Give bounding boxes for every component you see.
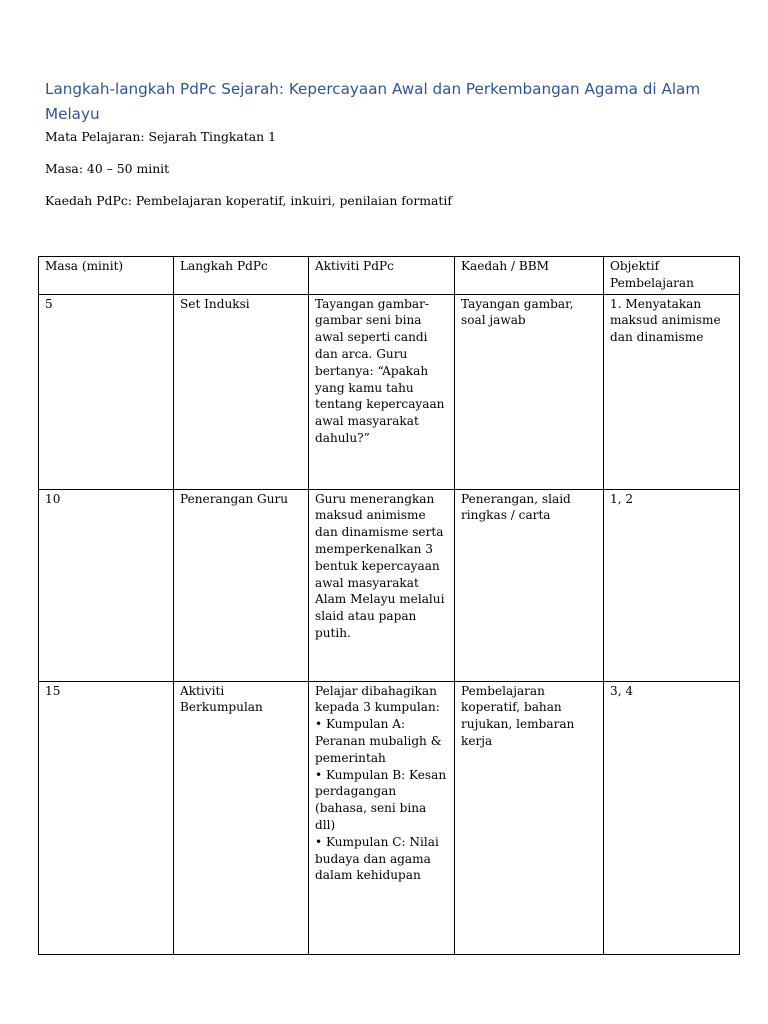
header-time: Masa (minit) — [39, 257, 174, 295]
cell-step: Penerangan Guru — [174, 489, 309, 681]
cell-step: Set Induksi — [174, 294, 309, 489]
cell-objective: 1, 2 — [604, 489, 740, 681]
cell-step: Aktiviti Berkumpulan — [174, 681, 309, 954]
cell-method: Penerangan, slaid ringkas / carta — [455, 489, 604, 681]
duration-line: Masa: 40 – 50 minit — [45, 161, 170, 176]
cell-time: 10 — [39, 489, 174, 681]
header-activity: Aktiviti PdPc — [309, 257, 455, 295]
subject-line: Mata Pelajaran: Sejarah Tingkatan 1 — [45, 129, 276, 144]
table-row — [39, 294, 740, 489]
table-row — [39, 489, 740, 681]
cell-activity: Guru menerangkan maksud animisme dan dinamisme serta memperkenalkan 3 bentuk kepercayaan awal masyarakat Alam Melayu melalui slaid atau papan putih. — [309, 489, 455, 681]
cell-objective: 3, 4 — [604, 681, 740, 954]
header-objective: Objektif Pembelajaran — [604, 257, 740, 295]
header-method: Kaedah / BBM — [455, 257, 604, 295]
cell-activity: Tayangan gambar-gambar seni bina awal seperti candi dan arca. Guru bertanya: “Apakah yang kamu tahu tentang kepercayaan awal masyarakat dahulu?” — [309, 294, 455, 489]
method-line: Kaedah PdPc: Pembelajaran koperatif, inkuiri, penilaian formatif — [45, 193, 452, 208]
cell-time: 5 — [39, 294, 174, 489]
cell-time: 15 — [39, 681, 174, 954]
cell-activity: Pelajar dibahagikan kepada 3 kumpulan: • Kumpulan A: Peranan mubaligh & pemerintah • Kumpulan B: Kesan perdagangan (bahasa, seni bina dll) • Kumpulan C: Nilai budaya dan agama dalam kehidupan — [309, 681, 455, 954]
cell-method: Pembelajaran koperatif, bahan rujukan, lembaran kerja — [455, 681, 604, 954]
table-row — [39, 681, 740, 954]
header-step: Langkah PdPc — [174, 257, 309, 295]
cell-method: Tayangan gambar, soal jawab — [455, 294, 604, 489]
cell-objective: 1. Menyatakan maksud animisme dan dinamisme — [604, 294, 740, 489]
table-header-row — [39, 257, 740, 295]
page-title: Langkah-langkah PdPc Sejarah: Kepercayaan Awal dan Perkembangan Agama di Alam Melayu — [45, 80, 701, 123]
lesson-plan-table — [38, 256, 740, 955]
